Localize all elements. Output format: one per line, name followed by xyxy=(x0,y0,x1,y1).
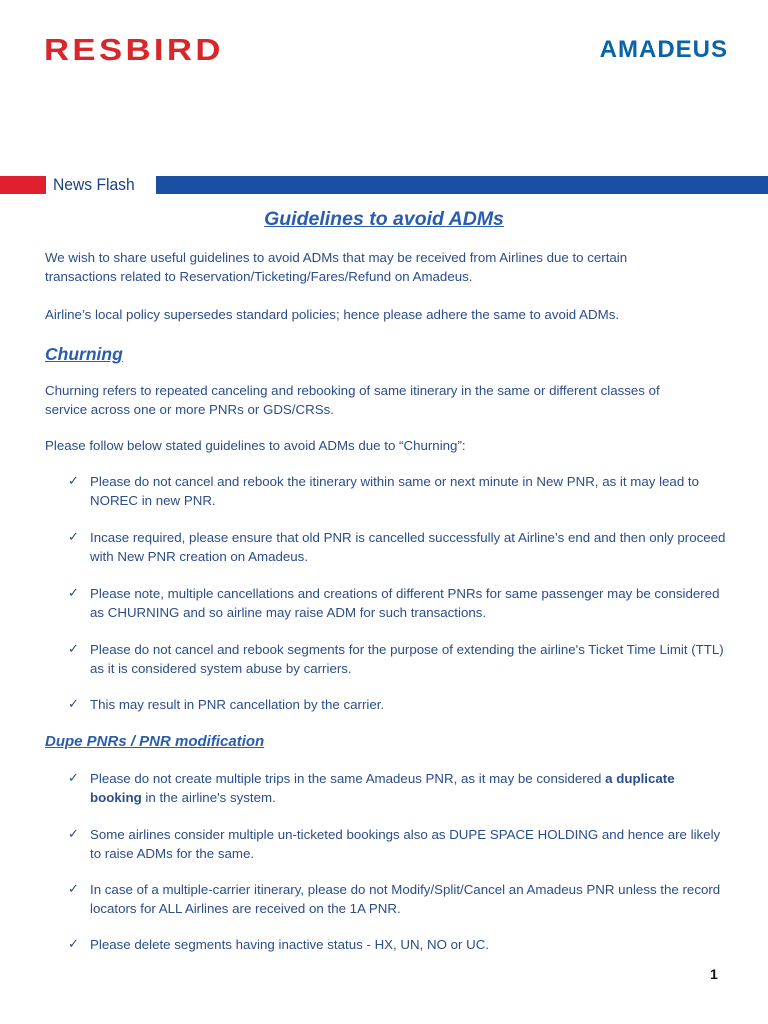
list-item-text: Please do not cancel and rebook segments for the purpose of extending the airline's Ticket Time Limit (TTL) as it is considered system abuse by carriers. xyxy=(90,642,724,676)
page-title: Guidelines to avoid ADMs xyxy=(264,208,504,230)
churning-definition: Churning refers to repeated canceling and rebooking of same itinerary in the same or different classes of service across one or more PNRs or GDS/CRSs. xyxy=(45,383,660,417)
checkmark-icon: ✓ xyxy=(68,642,79,657)
news-flash-red-bar xyxy=(0,176,46,194)
list-item-text: Please note, multiple cancellations and creations of different PNRs for same passenger may be considered as CHURNING and so airline may raise ADM for such transactions. xyxy=(90,586,720,620)
news-flash-blue-bar xyxy=(156,176,768,194)
list-item-text-part: Please do not create multiple trips in the same Amadeus PNR, as it may be considered xyxy=(90,771,606,786)
checkmark-icon: ✓ xyxy=(68,937,79,952)
list-item-text: Some airlines consider multiple un-ticketed bookings also as DUPE SPACE HOLDING and hence are likely to raise ADMs for the same. xyxy=(90,827,721,861)
list-item-text: This may result in PNR cancellation by the carrier. xyxy=(90,697,385,712)
list-item-text-part: in the airline's system. xyxy=(141,790,276,805)
page-number: 1 xyxy=(710,966,718,982)
list-item-text: Please do not cancel and rebook the itinerary within same or next minute in New PNR, as it may lead to NOREC in new PNR. xyxy=(90,474,700,508)
emphasis-duplicate-booking: a duplicate booking xyxy=(90,771,675,805)
list-item-text: Incase required, please ensure that old PNR is cancelled successfully at Airline’s end and then only proceed with New PNR creation on Amadeus. xyxy=(90,530,726,564)
checkmark-icon: ✓ xyxy=(68,697,79,712)
resbird-logo: RESBIRD xyxy=(44,32,224,67)
list-item-text xyxy=(90,769,728,807)
list-item-text: In case of a multiple-carrier itinerary, please do not Modify/Split/Cancel an Amadeus PNR unless the record locators for ALL Airlines are received on the 1A PNR. xyxy=(90,882,721,916)
section-heading-dupe-pnrs: Dupe PNRs / PNR modification xyxy=(45,733,265,750)
intro-paragraph-2: Airline’s local policy supersedes standard policies; hence please adhere the same to avoid ADMs. xyxy=(45,307,620,322)
checkmark-icon: ✓ xyxy=(68,474,79,489)
checkmark-icon: ✓ xyxy=(68,882,79,897)
checkmark-icon: ✓ xyxy=(68,827,79,842)
list-item-text: Please delete segments having inactive status - HX, UN, NO or UC. xyxy=(90,937,490,952)
checkmark-icon: ✓ xyxy=(68,771,79,786)
checkmark-icon: ✓ xyxy=(68,530,79,545)
news-flash-label: News Flash xyxy=(53,175,135,194)
section-heading-churning: Churning xyxy=(45,344,123,364)
churning-instruction: Please follow below stated guidelines to avoid ADMs due to “Churning”: xyxy=(45,438,466,453)
checkmark-icon: ✓ xyxy=(68,586,79,601)
amadeus-logo: AMADEUS xyxy=(599,36,728,63)
intro-paragraph-1: We wish to share useful guidelines to avoid ADMs that may be received from Airlines due to certain transactions related to Reservation/Ticketing/Fares/Refund on Amadeus. xyxy=(45,250,628,284)
